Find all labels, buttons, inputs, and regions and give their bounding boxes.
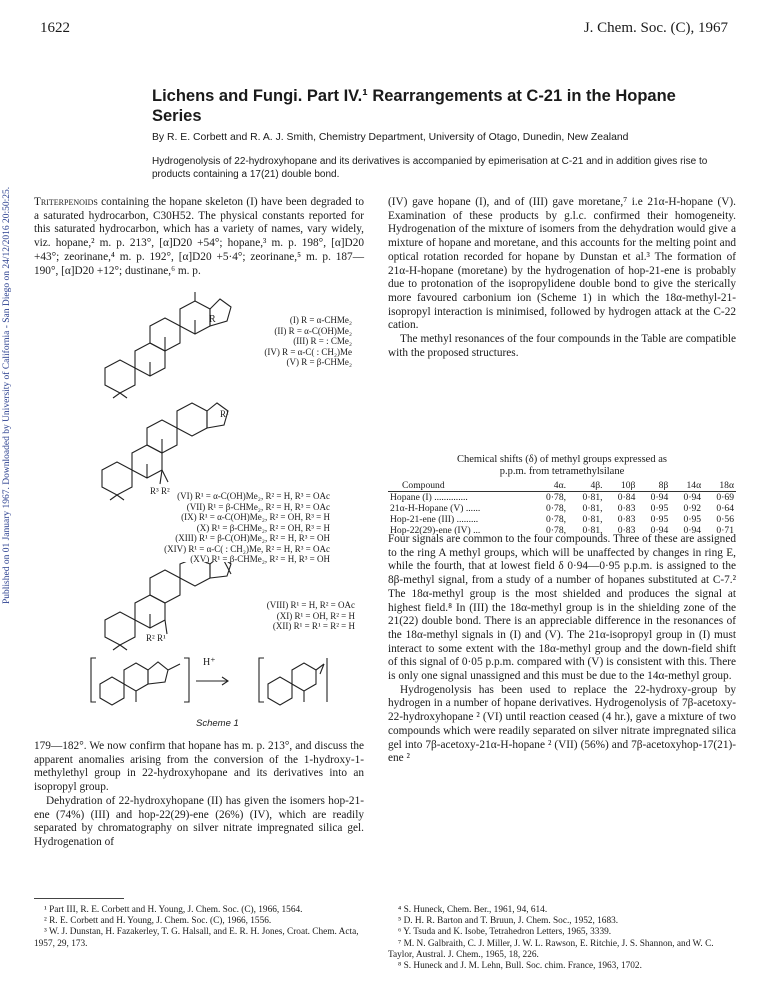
- journal-header: J. Chem. Soc. (C), 1967: [583, 20, 728, 36]
- table-header: 14α: [670, 480, 703, 492]
- abstract: Hydrogenolysis of 22-hydroxyhopane and its derivatives is accompanied by epimerisation at C-21 and in addition gives rise to products containing a 17(21) double bond.: [152, 156, 708, 180]
- table-cell: 21α-H-Hopane (V) ......: [390, 503, 481, 514]
- title-line-2: Series: [152, 107, 202, 125]
- footnotes-right: [388, 905, 736, 972]
- right-para-3: Four signals are common to the four compounds. Three of these are assigned to the ring A methyl groups, which will be unaffected by changes in ring E, while the fourth, that at lowest field δ 0·94—0·95 p.p.m. is assigned to the 8β-methyl signal, from a study of a number of hopanes substituted at C-7.² The 18α-methyl group is the most shielded and produces the signal at highest field.⁸ In (III) the 18α-methyl group is in the shielding zone of the 21(22) double bond. There is an appreciable difference in the resonances of the 18α-methyl signals in (I) and (V). The 21α-isopropyl group in (I) must interact to some extent with the 18α-methyl group and the down-field shift of this signal of 0·05 p.p.m. compared with (V) is consistent with this. There is only one signal unassigned and this must be due to the 14α-methyl group.: [388, 533, 736, 683]
- table-cell: 0·69: [716, 492, 734, 503]
- table-header: Compound: [388, 480, 532, 492]
- authors: By R. E. Corbett and R. A. J. Smith, Chemistry Department, University of Otago, Dunedin, New Zealand: [152, 132, 629, 143]
- footnotes-left: [34, 905, 364, 950]
- table-row: [388, 503, 736, 514]
- table-cell: 0·95: [650, 514, 669, 525]
- structure-1-substituent: R: [209, 314, 216, 325]
- structure-2-r3r2: R³ R²: [150, 486, 170, 496]
- table-cell: 0·94: [683, 492, 702, 503]
- table-cell: 0·71: [716, 525, 734, 536]
- table-header: 4α.: [532, 480, 569, 492]
- footnote-7: ⁷ M. N. Galbraith, C. J. Miller, J. W. L. Rawson, E. Ritchie, J. S. Shannon, and W. C. Taylor, Austral. J. Chem., 1965, 18, 226.: [388, 938, 714, 960]
- table-cell: Hop-22(29)-ene (IV) ...: [390, 525, 481, 536]
- table-cell: 0·94: [650, 492, 669, 503]
- hopane-structure-1: [95, 290, 235, 400]
- footnote-5: ⁵ D. H. R. Barton and T. Bruun, J. Chem. Soc., 1952, 1683.: [398, 916, 619, 927]
- structure-3-r2r1: R² R¹: [146, 633, 166, 643]
- table-cell: 0·81,: [582, 525, 603, 536]
- intro-text: containing the hopane skeleton (I) have been degraded to a saturated hydrocarbon, C30H52. The physical constants reported for this saturated hydrocarbon, which has a variety of names, vary widely, viz. hopane,² m. p. 213°, [α]D20 +54°; hopane,³ m. p. 198°, [α]D20 +43°; zeorinane,⁴ m. p. 192°, [α]D20 +5·4°; zeorinane,⁵ m. p. 187—190°, [α]D20 +12°; dustinane,⁶ m. p.: [34, 196, 364, 277]
- table-cell: 0·78,: [546, 514, 567, 525]
- footnote-6: ⁶ Y. Tsuda and K. Isobe, Tetrahedron Letters, 1965, 3339.: [398, 927, 612, 938]
- table-cell: 0·94: [683, 525, 702, 536]
- table-header: 8β: [637, 480, 670, 492]
- structure-1-legend: (I) R = α-CHMe₂ (II) R = α-C(OH)Me₂ (III) R = : CMe₂ (IV) R = α-C( : CH₂)Me (V) R = β-CHMe₂: [264, 315, 352, 367]
- footnote-rule: [34, 898, 124, 899]
- page-number: 1622: [40, 20, 70, 36]
- table-caption: [388, 454, 736, 478]
- table-cell: 0·84: [617, 492, 636, 503]
- table-cell: 0·81,: [582, 514, 603, 525]
- table-row: [388, 492, 736, 504]
- intro-first-word: Triterpenoids: [34, 196, 98, 208]
- table-cell: 0·83: [617, 503, 636, 514]
- table-cell: 0·95: [650, 503, 669, 514]
- scheme-caption: Scheme 1: [196, 718, 239, 729]
- table-cell: 0·56: [716, 514, 734, 525]
- table-cell: 0·78,: [546, 492, 567, 503]
- left-intro-paragraph: [34, 196, 364, 278]
- table-caption-line-1: Chemical shifts (δ) of methyl groups expressed as: [457, 454, 667, 465]
- table-cell: 0·64: [716, 503, 734, 514]
- footnote-2: ² R. E. Corbett and H. Young, J. Chem. Soc. (C), 1966, 1556.: [44, 916, 272, 927]
- structure-2-r1: R¹: [220, 409, 229, 419]
- table-cell: 0·78,: [546, 525, 567, 536]
- footnote-4: ⁴ S. Huneck, Chem. Ber., 1961, 94, 614.: [398, 905, 548, 915]
- structure-2-legend: (VI) R¹ = α-C(OH)Me₂, R² = H, R³ = OAc (VII) R¹ = β-CHMe₂, R² = H, R³ = OAc (IX) R¹ = α-C(OH)Me₂, R² = OH, R³ = H (X) R¹ = β-CHMe₂, R² = OH, R³ = H (XIII) R¹ = β-C(OH)Me₂, R² = H, R³ = OH (XIV) R¹ = α-C( : CH₂)Me, R² = H, R³ = OAc (XV) R¹ = β-CHMe₂, R² = H, R³ = OH: [164, 491, 330, 564]
- right-para-1: (IV) gave hopane (I), and of (III) gave moretane,⁷ i.e 21α-H-hopane (V). Examination of these products by g.l.c. confirmed their homogeneity. Hydrogenation of the mixture of isomers from the dehydration would give a mixture of hopane and moretane, and this accounts for the melting point and optical rotation recorded for hopane by Dunstan et al.³ The formation of 21α-H-hopane (moretane) by the hydrogenation of hop-21-ene is probably due to protonation of the isopropylidene double bond to give the sterically more favoured carbonium ion (Scheme 1) in which the 18α-methyl-21-isopropyl interaction is minimised, followed by hydrogen attack at the C-22 cation.: [388, 196, 736, 332]
- right-column-bottom: [388, 533, 736, 766]
- table-caption-line-2: p.p.m. from tetramethylsilane: [499, 466, 625, 477]
- download-note: Published on 01 January 1967. Downloaded by University of California - San Diego on 24/12/2016 20:50:25.: [2, 186, 12, 604]
- table-cell: 0·94: [650, 525, 669, 536]
- article-title: [152, 86, 742, 126]
- table-cell: 0·81,: [582, 503, 603, 514]
- footnote-1: ¹ Part III, R. E. Corbett and H. Young, J. Chem. Soc. (C), 1966, 1564.: [44, 905, 303, 915]
- table-cell: 0·78,: [546, 503, 567, 514]
- right-para-4: Hydrogenolysis has been used to replace the 22-hydroxy-group by hydrogen in a number of hopane derivatives. Hydrogenolysis of 7β-acetoxy-22-hydroxyhopane ² (VI) until reaction ceased (4 hr.), gave a mixture of two compounds which were readily separated on silver nitrate impregnated silica gel into 7β-acetoxy-21α-H-hopane ² (VII) (56%) and 7β-acetoxyhop-17(21)-ene ²: [388, 683, 736, 765]
- footnote-3: ³ W. J. Dunstan, H. Fazakerley, T. G. Halsall, and E. R. H. Jones, Croat. Chem. Acta, 1957, 29, 173.: [34, 927, 359, 949]
- table-cell: 0·83: [617, 514, 636, 525]
- table-cell: 0·83: [617, 525, 636, 536]
- table-cell: 0·95: [683, 514, 702, 525]
- table-header: 4β.: [568, 480, 605, 492]
- table-row: [388, 514, 736, 525]
- left-para-1: 179—182°. We now confirm that hopane has m. p. 213°, and discuss the apparent anomalies arising from the conversion of the 1-hydroxy-1-methylethyl group in 22-hydroxyhopane and its derivatives into an isopropyl group.: [34, 740, 364, 794]
- footnote-8: ⁸ S. Huneck and J. M. Lehn, Bull. Soc. chim. France, 1963, 1702.: [398, 961, 642, 972]
- right-column-top: [388, 196, 736, 360]
- table-cell: Hopane (I) ..............: [390, 492, 468, 503]
- table-header: 18α: [703, 480, 736, 492]
- left-continuation: [34, 740, 364, 850]
- table-header: 10β: [605, 480, 638, 492]
- table-header-row: [388, 480, 736, 492]
- structure-3-legend: (VIII) R¹ = H, R² = OAc (XI) R¹ = OH, R² = H (XII) R¹ = R¹ = R² = H: [266, 600, 355, 631]
- table-cell: 0·92: [683, 503, 702, 514]
- table-cell: Hop-21-ene (III) .........: [390, 514, 479, 525]
- table-cell: 0·81,: [582, 492, 603, 503]
- right-para-2: The methyl resonances of the four compounds in the Table are compatible with the proposed structures.: [388, 333, 736, 359]
- chemical-shift-table: [388, 480, 736, 536]
- left-para-2: Dehydration of 22-hydroxyhopane (II) has given the isomers hop-21-ene (74%) (III) and hop-22(29)-ene (26%) (IV), which are readily separated by chromatography on silver nitrate impregnated silica gel. Hydrogenation of: [34, 794, 364, 848]
- scheme-arrow-label: H⁺: [203, 657, 216, 668]
- title-line-1: Lichens and Fungi. Part IV.¹ Rearrangements at C-21 in the Hopane: [152, 87, 676, 105]
